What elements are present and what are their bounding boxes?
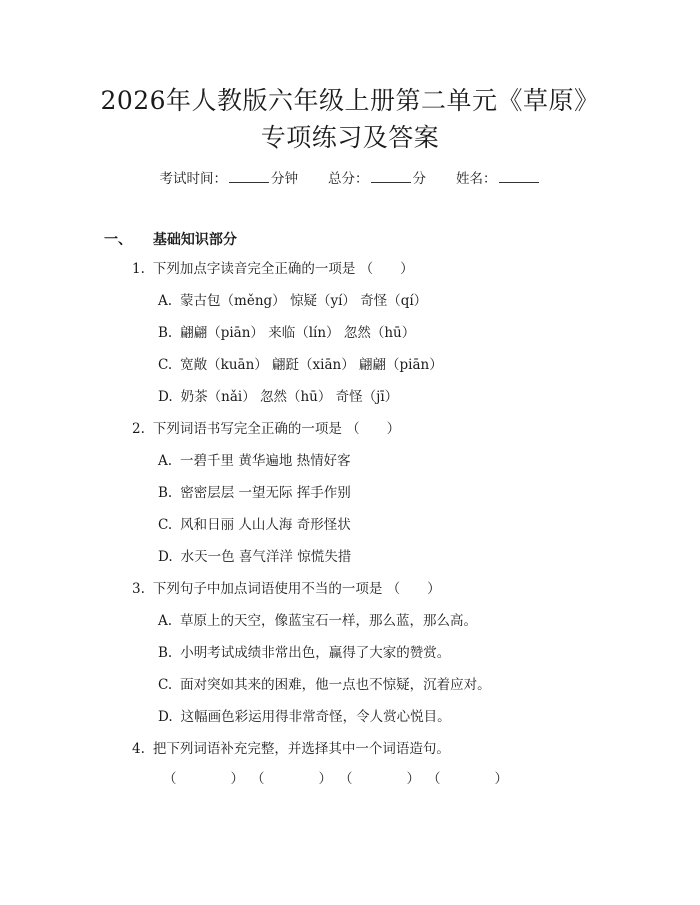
student-name-label: 姓名： bbox=[456, 171, 497, 187]
question-1-option-c bbox=[158, 355, 443, 375]
question-2-option-a bbox=[158, 451, 351, 471]
question-number: 1. bbox=[132, 261, 145, 277]
question-2-option-b bbox=[158, 483, 351, 503]
exam-time-label: 考试时间： bbox=[159, 171, 227, 187]
fill-blank: （ ） bbox=[163, 771, 244, 787]
fill-blank: （ ） bbox=[251, 771, 332, 787]
option-text: 面对突如其来的困难，他一点也不惊疑，沉着应对。 bbox=[180, 677, 491, 693]
section-title: 基础知识部分 bbox=[152, 232, 237, 248]
page-title-line2: 专项练习及答案 bbox=[260, 123, 440, 152]
question-1-option-a bbox=[158, 291, 427, 311]
option-letter: A. bbox=[158, 293, 173, 309]
exam-time-field bbox=[160, 168, 299, 189]
exam-time-unit: 分钟 bbox=[271, 171, 298, 187]
question-3 bbox=[132, 579, 441, 599]
option-letter: B. bbox=[158, 645, 173, 661]
option-text: 密密层层 一望无际 挥手作别 bbox=[180, 485, 351, 501]
question-4 bbox=[132, 739, 450, 759]
question-text: 下列加点字读音完全正确的一项是 （ ） bbox=[152, 261, 414, 277]
option-text: 蒙古包（měng） 惊疑（yí） 奇怪（qí） bbox=[180, 293, 428, 309]
option-letter: A. bbox=[158, 613, 173, 629]
option-text: 翩翩（piān） 来临（lín） 忽然（hū） bbox=[180, 325, 416, 341]
question-3-option-b bbox=[158, 643, 450, 663]
option-text: 风和日丽 人山人海 奇形怪状 bbox=[180, 517, 351, 533]
question-text: 把下列词语补充完整，并选择其中一个词语造句。 bbox=[152, 741, 450, 757]
question-2 bbox=[132, 419, 400, 439]
page-title-line1: 2026年人教版六年级上册第二单元《草原》 bbox=[100, 86, 600, 115]
option-letter: D. bbox=[158, 549, 173, 565]
option-text: 水天一色 喜气洋洋 惊慌失措 bbox=[180, 549, 352, 565]
student-name-blank bbox=[499, 168, 539, 183]
question-text: 下列句子中加点词语使用不当的一项是 （ ） bbox=[152, 581, 441, 597]
question-1-option-b bbox=[158, 323, 415, 343]
question-text: 下列词语书写完全正确的一项是 （ ） bbox=[152, 421, 401, 437]
question-number: 2. bbox=[132, 421, 145, 437]
option-letter: B. bbox=[158, 485, 173, 501]
question-3-option-d bbox=[158, 707, 451, 727]
option-text: 一碧千里 黄华遍地 热情好客 bbox=[180, 453, 351, 469]
option-text: 草原上的天空，像蓝宝石一样，那么蓝，那么高。 bbox=[180, 613, 478, 629]
question-1 bbox=[132, 259, 414, 279]
option-letter: D. bbox=[158, 709, 173, 725]
question-number: 4. bbox=[132, 741, 145, 757]
option-letter: D. bbox=[158, 389, 173, 405]
question-3-option-a bbox=[158, 611, 477, 631]
total-score-label: 总分： bbox=[328, 171, 369, 187]
total-score-blank bbox=[371, 168, 411, 183]
total-score-unit: 分 bbox=[412, 171, 426, 187]
student-name-field bbox=[456, 168, 541, 189]
fill-blank: （ ） bbox=[427, 771, 508, 787]
question-1-option-d bbox=[158, 387, 398, 407]
option-letter: C. bbox=[158, 517, 173, 533]
section-number: 一、 bbox=[104, 232, 132, 248]
question-number: 3. bbox=[132, 581, 145, 597]
option-letter: B. bbox=[158, 325, 173, 341]
question-4-blanks bbox=[163, 769, 515, 789]
question-2-option-c bbox=[158, 515, 351, 535]
exam-time-blank bbox=[229, 168, 269, 183]
option-text: 这幅画色彩运用得非常奇怪，令人赏心悦目。 bbox=[180, 709, 451, 725]
option-letter: A. bbox=[158, 453, 173, 469]
option-letter: C. bbox=[158, 357, 173, 373]
option-letter: C. bbox=[158, 677, 173, 693]
option-text: 奶茶（nǎi） 忽然（hū） 奇怪（jī） bbox=[180, 389, 399, 405]
option-text: 宽敞（kuān） 翩跹（xiān） 翩翩（piān） bbox=[180, 357, 443, 373]
question-3-option-c bbox=[158, 675, 491, 695]
total-score-field bbox=[328, 168, 426, 189]
option-text: 小明考试成绩非常出色，赢得了大家的赞赏。 bbox=[180, 645, 451, 661]
exam-meta bbox=[0, 168, 700, 189]
fill-blank: （ ） bbox=[339, 771, 420, 787]
question-2-option-d bbox=[158, 547, 351, 567]
section-heading bbox=[104, 229, 237, 249]
